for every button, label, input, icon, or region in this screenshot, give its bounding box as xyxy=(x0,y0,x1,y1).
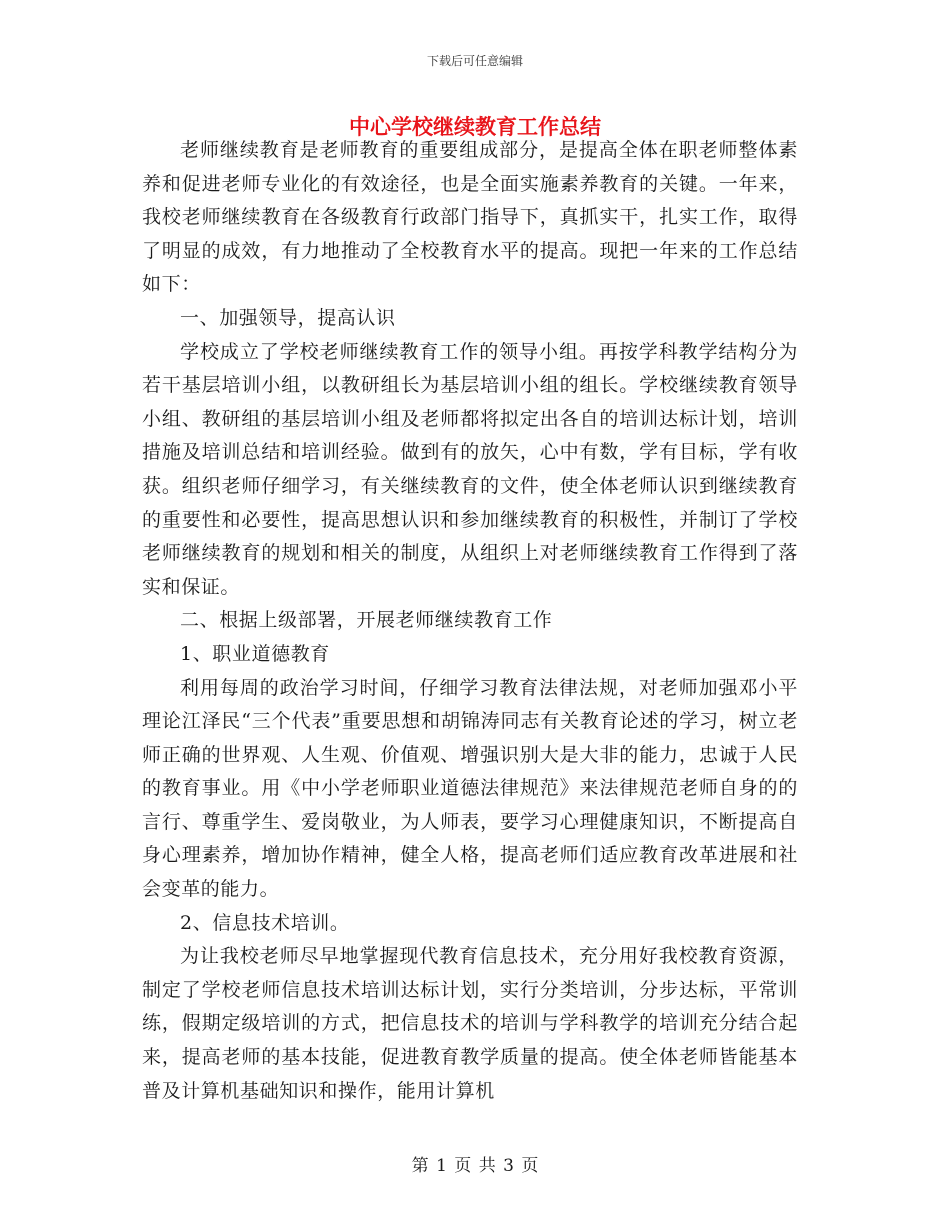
paragraph-it-training: 为让我校老师尽早地掌握现代教育信息技术，充分用好我校教育资源，制定了学校老师信息技术培训达标计划，实行分类培训，分步达标，平常训练，假期定级培训的方式，把信息技术的培训与学科教学的培训充分结合起来，提高老师的基本技能，促进教育教学质量的提高。使全体老师皆能基本普及计算机基础知识和操作，能用计算机 xyxy=(142,945,798,1102)
paragraph-intro: 老师继续教育是老师教育的重要组成部分，是提高全体在职老师整体素养和促进老师专业化的有效途径，也是全面实施素养教育的关键。一年来，我校老师继续教育在各级教育行政部门指导下，真抓实干，扎实工作，取得了明显的成效，有力地推动了全校教育水平的提高。现把一年来的工作总结如下： xyxy=(142,139,798,296)
heading-subsection-1: 1、职业道德教育 xyxy=(180,642,330,665)
heading-section-2: 二、根据上级部署，开展老师继续教育工作 xyxy=(180,609,553,632)
page-footer: 第 1 页 共 3 页 xyxy=(411,1156,539,1176)
heading-section-1: 一、加强领导，提高认识 xyxy=(180,306,396,329)
paragraph-ethics: 利用每周的政治学习时间，仔细学习教育法律法规，对老师加强邓小平理论江泽民“三个代表”重要思想和胡锦涛同志有关教育论述的学习，树立老师正确的世界观、人生观、价值观、增强识别大是大非的能力，忠诚于人民的教育事业。用《中小学老师职业道德法律规范》来法律规范老师自身的的言行、尊重学生、爱岗敬业，为人师表，要学习心理健康知识，不断提高自身心理素养，增加协作精神，健全人格，提高老师们适应教育改革进展和社会变革的能力。 xyxy=(142,676,798,901)
document-title: 中心学校继续教育工作总结 xyxy=(349,114,601,139)
document-body xyxy=(142,134,798,1108)
page-header: 下载后可任意编辑 xyxy=(426,54,523,68)
heading-subsection-2: 2、信息技术培训。 xyxy=(180,911,350,934)
paragraph-leadership: 学校成立了学校老师继续教育工作的领导小组。再按学科教学结构分为若干基层培训小组，以教研组长为基层培训小组的组长。学校继续教育领导小组、教研组的基层培训小组及老师都将拟定出各自的培训达标计划，培训措施及培训总结和培训经验。做到有的放矢，心中有数，学有目标，学有收获。组织老师仔细学习，有关继续教育的文件，使全体老师认识到继续教育的重要性和必要性，提高思想认识和参加继续教育的积极性，并制订了学校老师继续教育的规划和相关的制度，从组织上对老师继续教育工作得到了落实和保证。 xyxy=(142,340,798,598)
